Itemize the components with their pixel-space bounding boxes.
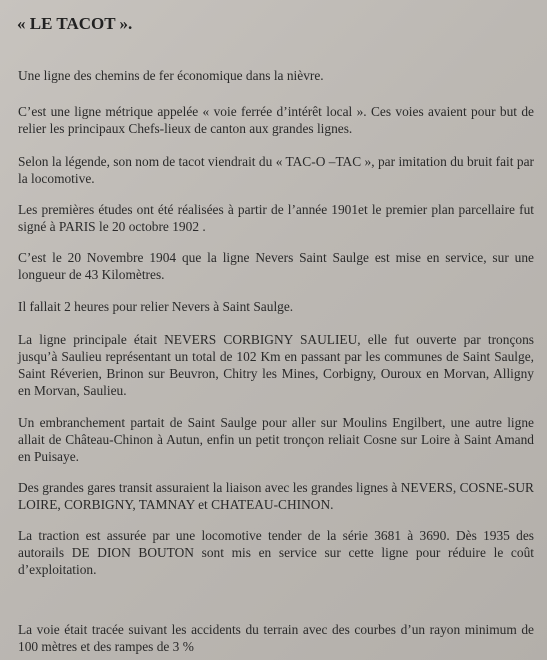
paragraph-stations: Des grandes gares transit assuraient la liaison avec les grandes lignes à NEVERS, COSNE-SUR LOIRE, CORBIGNY, TAMNAY et CHATEAU-CHINON. (18, 480, 534, 512)
paragraph-travel-time: Il fallait 2 heures pour relier Nevers à Saint Saulge. (18, 299, 294, 314)
paragraph-track: La voie était tracée suivant les accidents du terrain avec des courbes d’un rayon minimum de 100 mètres et des rampes de 3 % (18, 622, 534, 654)
paragraph-main-line: La ligne principale était NEVERS CORBIGNY SAULIEU, elle fut ouverte par tronçons jusqu’à Saulieu représentant un total de 102 Km en passant par les communes de Saint Saulge, Saint Réverien, Brinon sur Beuvron, Chitry les Mines, Corbigny, Ouroux en Morvan, Alligny en Morvan, Saulieu. (18, 332, 534, 398)
paragraph-intro: Une ligne des chemins de fer économique dans la nièvre. (18, 68, 324, 83)
paragraph-traction: La traction est assurée par une locomotive tender de la série 3681 à 3690. Dès 1935 des autorails DE DION BOUTON sont mis en service sur cette ligne pour réduire le coût d’exploitation. (18, 528, 534, 577)
paragraph-metric-line: C’est une ligne métrique appelée « voie ferrée d’intérêt local ». Ces voies avaient pour but de relier les principaux Chefs-lieux de canton aux grandes lignes. (18, 104, 534, 136)
paragraph-branches: Un embranchement partait de Saint Saulge pour aller sur Moulins Engilbert, une autre ligne allait de Château-Chinon à Autun, enfin un petit tronçon reliait Cosne sur Loire à Saint Amand en Puisaye. (18, 415, 534, 464)
paragraph-opening: C’est le 20 Novembre 1904 que la ligne Nevers Saint Saulge est mise en service, sur une longueur de 43 Kilomètres. (18, 250, 534, 282)
paragraph-studies: Les premières études ont été réalisées à partir de l’année 1901et le premier plan parcellaire fut signé à PARIS le 20 octobre 1902 . (18, 202, 534, 234)
document-title: « LE TACOT ». (17, 14, 133, 33)
paragraph-legend: Selon la légende, son nom de tacot viendrait du « TAC-O –TAC », par imitation du bruit fait par la locomotive. (18, 154, 534, 186)
